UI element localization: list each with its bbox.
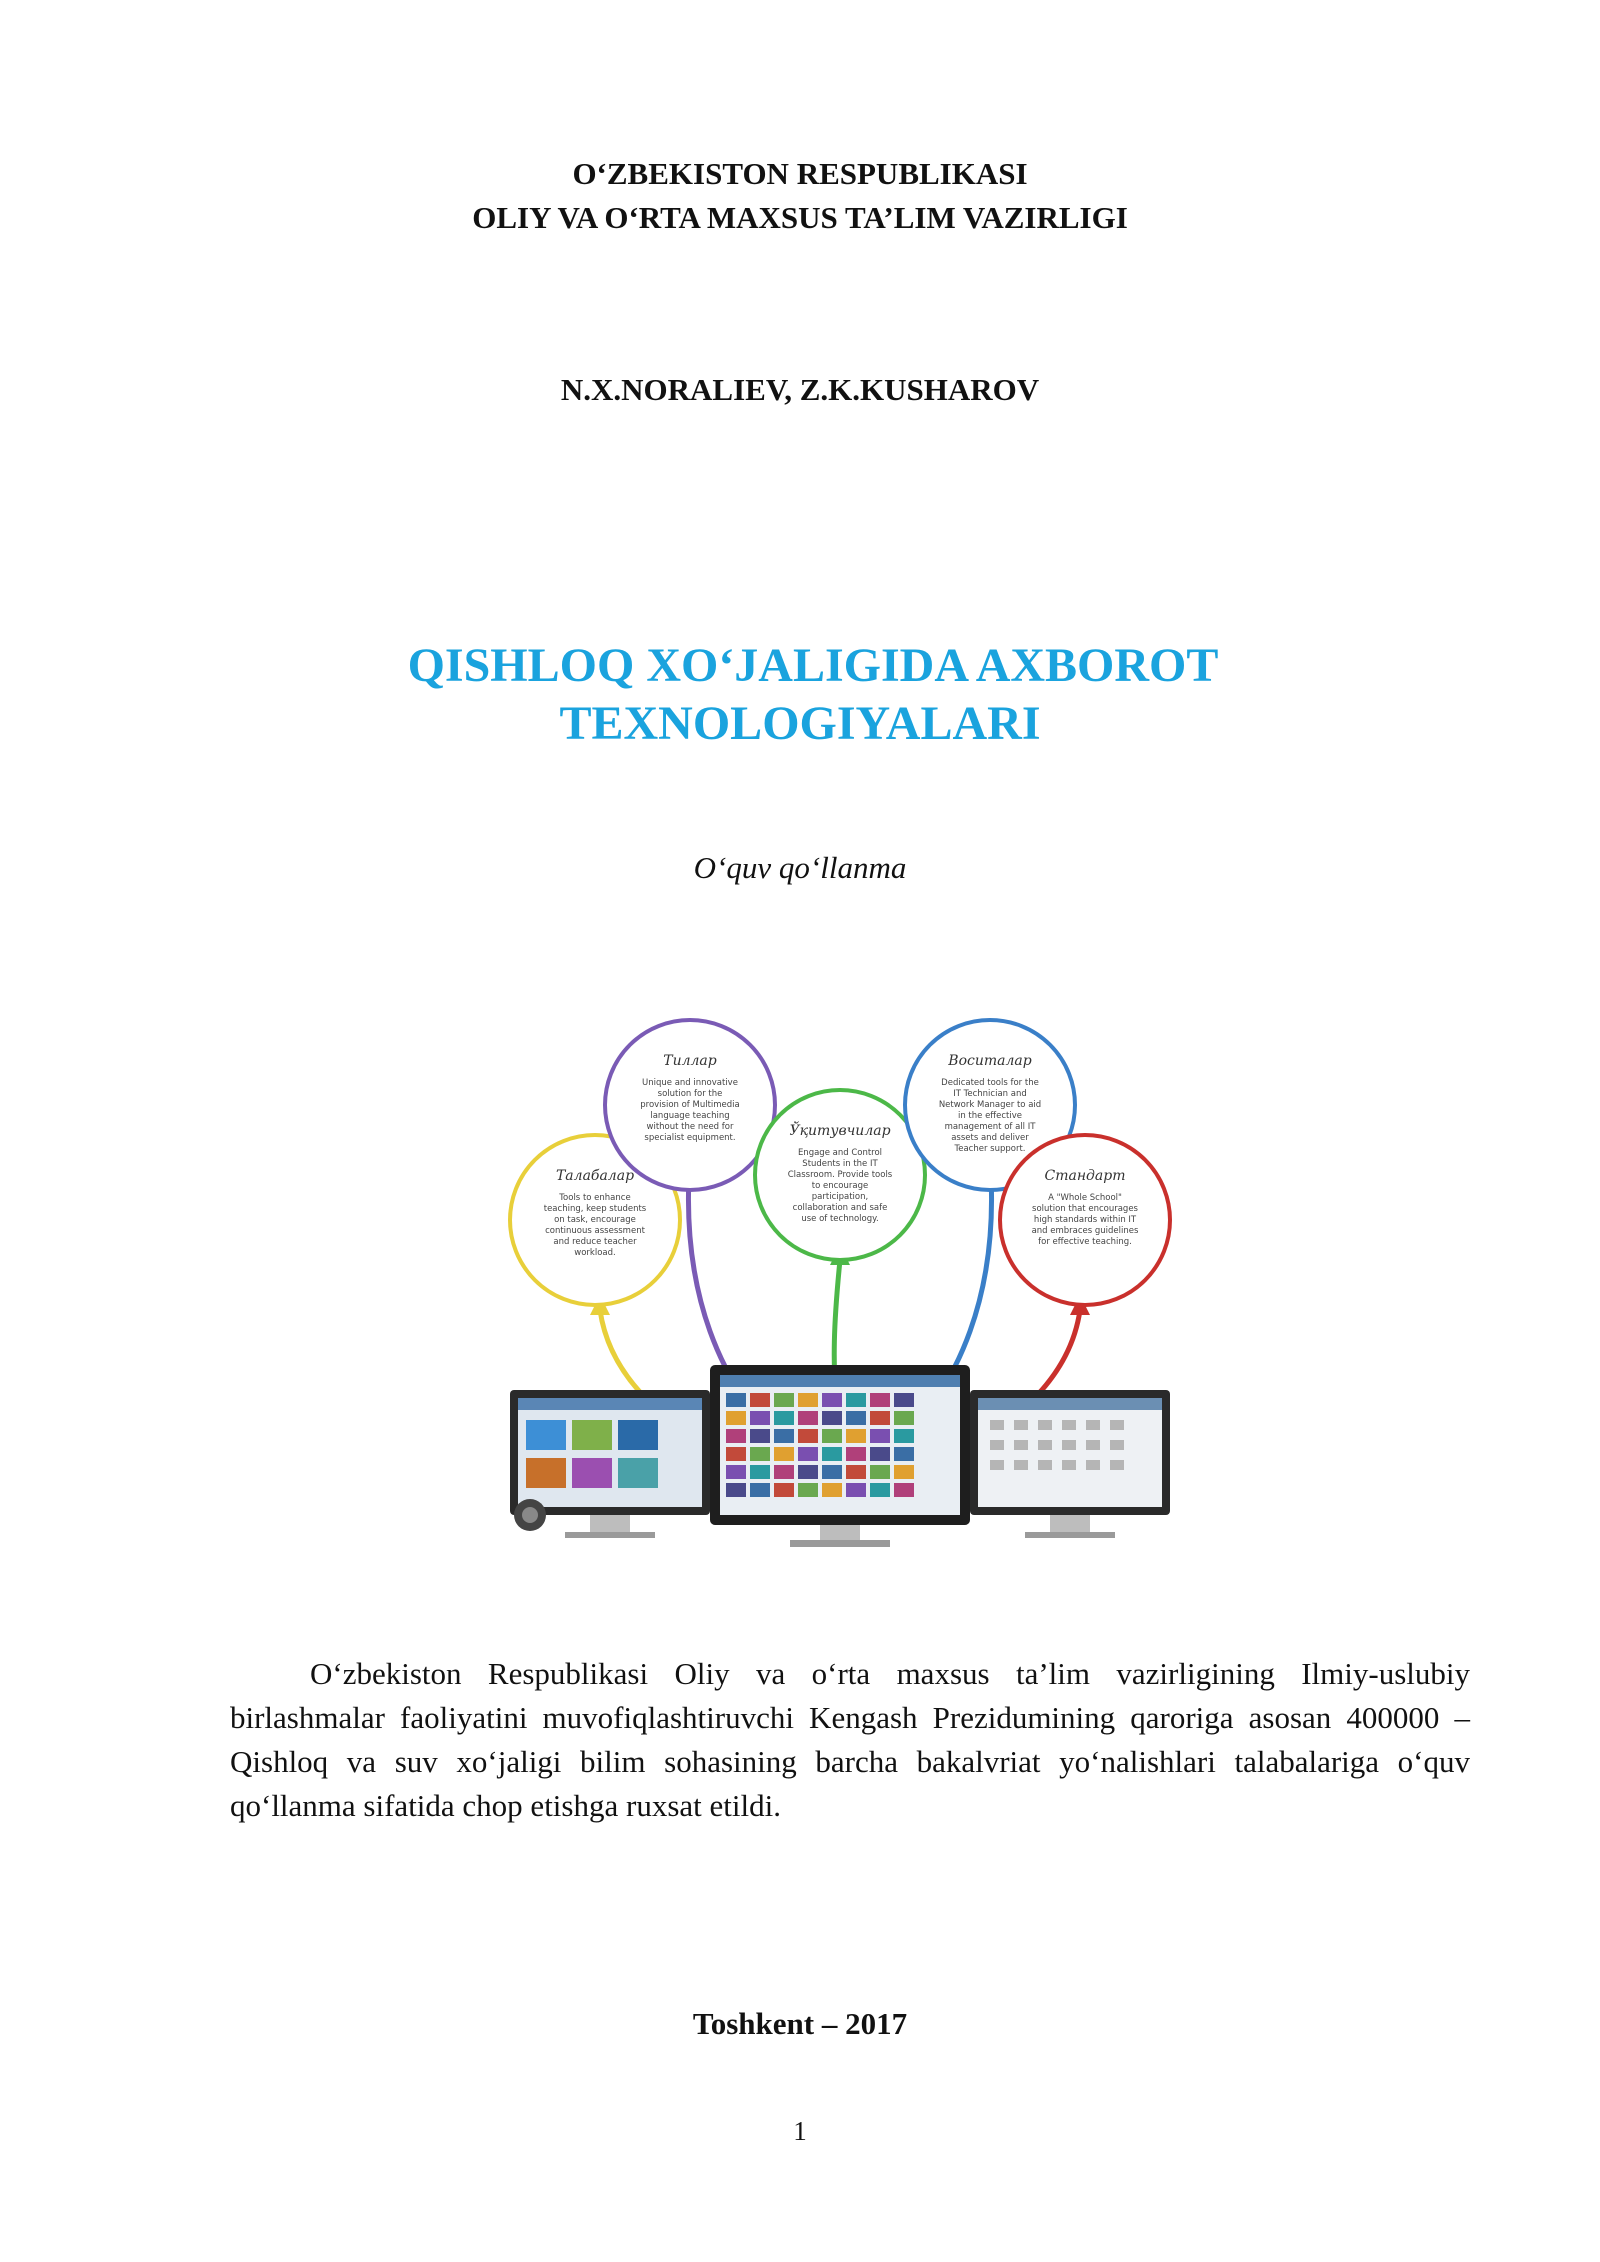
thumbnail <box>894 1411 914 1425</box>
authors: N.X.NORALIEV, Z.K.KUSHAROV <box>560 372 1040 407</box>
bubble-text-line: Dedicated tools for the <box>941 1078 1039 1088</box>
bubble-text-line: Unique and innovative <box>642 1078 738 1088</box>
bubble-text-line: to encourage <box>811 1181 869 1191</box>
thumbnail <box>750 1393 770 1407</box>
bubble-text-line: IT Technician and <box>953 1089 1027 1099</box>
thumbnail <box>894 1465 914 1479</box>
thumbnail <box>822 1483 842 1497</box>
bubble-text-line: collaboration and safe <box>792 1203 888 1213</box>
thumbnail <box>774 1429 794 1443</box>
thumbnail <box>798 1483 818 1497</box>
subtitle: O‘quv qo‘llanma <box>693 850 907 885</box>
thumbnail <box>894 1483 914 1497</box>
thumbnail <box>798 1411 818 1425</box>
thumbnail <box>726 1483 746 1497</box>
bubble-text-line: and embraces guidelines <box>1031 1226 1139 1236</box>
bubble-text-line: in the effective <box>957 1111 1023 1121</box>
thumbnail <box>798 1465 818 1479</box>
thumbnail <box>774 1465 794 1479</box>
thumbnail <box>750 1429 770 1443</box>
bubble-text-line: management of all IT <box>944 1122 1036 1132</box>
thumbnail <box>774 1447 794 1461</box>
bubble-text-line: continuous assessment <box>545 1226 645 1236</box>
thumbnail <box>846 1411 866 1425</box>
bubble-heading: Тиллар <box>663 1053 717 1069</box>
cover-illustration <box>490 1010 1190 1550</box>
thumbnail <box>726 1429 746 1443</box>
bubble-text-line: high standards within IT <box>1033 1215 1137 1225</box>
bubble-text-line: assets and deliver <box>951 1133 1029 1143</box>
thumbnail <box>822 1411 842 1425</box>
thumbnail <box>798 1429 818 1443</box>
approval-text: O‘zbekiston Respublikasi Oliy va o‘rta maxsus ta’lim vazirligining Ilmiy-uslubiy birlashmalar faoliyatini muvofiqlashtiruvchi Kengash Prezidumining qaroriga asosan 400000 – Qishloq va suv xo‘jaligi bilim sohasining barcha bakalvriat yo‘nalishlari talabalariga o‘quv qo‘llanma sifatida chop etishga ruxsat etildi. <box>230 1656 1470 1823</box>
thumbnail <box>822 1465 842 1479</box>
bubble-text-line: language teaching <box>650 1111 730 1121</box>
thumbnail <box>774 1411 794 1425</box>
thumbnail <box>846 1465 866 1479</box>
bubble-text-line: solution for the <box>657 1089 723 1099</box>
thumbnail <box>870 1429 890 1443</box>
bubble-text-line: teaching, keep students <box>543 1204 647 1214</box>
thumbnail <box>870 1465 890 1479</box>
thumbnail <box>822 1447 842 1461</box>
monitors <box>510 1365 1170 1547</box>
city-year: Toshkent – 2017 <box>692 2006 908 2041</box>
bubble-text-line: solution that encourages <box>1032 1204 1138 1214</box>
thumbnail <box>846 1393 866 1407</box>
thumbnail <box>798 1447 818 1461</box>
bubble-text-line: use of technology. <box>801 1214 879 1224</box>
bubble-2 <box>605 1020 775 1190</box>
thumbnail <box>798 1393 818 1407</box>
bubble-text-line: provision of Multimedia <box>640 1100 740 1110</box>
thumbnail <box>894 1393 914 1407</box>
thumbnail <box>750 1465 770 1479</box>
bubble-heading: Талабалар <box>555 1168 635 1184</box>
bubble-text-line: Engage and Control <box>797 1148 883 1158</box>
thumbnail <box>726 1411 746 1425</box>
bubble-heading: Ўқитувчилар <box>789 1123 891 1139</box>
book-title-line-2: TEXNOLOGIYALARI <box>559 697 1041 750</box>
bubble-text-line: Classroom. Provide tools <box>787 1170 893 1180</box>
page-number: 1 <box>793 2116 807 2146</box>
bubble-text-line: specialist equipment. <box>644 1133 736 1143</box>
thumbnail <box>726 1447 746 1461</box>
bubble-text-line: A "Whole School" <box>1048 1193 1122 1203</box>
thumbnail <box>822 1393 842 1407</box>
bubble-heading: Воситалар <box>948 1053 1032 1069</box>
thumbnail <box>870 1393 890 1407</box>
book-title-line-1: QISHLOQ XO‘JALIGIDA AXBOROT <box>407 639 1219 692</box>
bubble-text-line: Students in the IT <box>802 1159 878 1169</box>
bubble-text-line: on task, encourage <box>554 1215 636 1225</box>
thumbnail <box>774 1483 794 1497</box>
ministry-line-2: OLIY VA O‘RTA MAXSUS TA’LIM VAZIRLIGI <box>472 200 1128 235</box>
bubble-text-line: for effective teaching. <box>1038 1237 1132 1247</box>
thumbnail <box>750 1483 770 1497</box>
thumbnail <box>870 1447 890 1461</box>
thumbnail <box>750 1411 770 1425</box>
thumbnail <box>726 1393 746 1407</box>
thumbnail <box>846 1447 866 1461</box>
bubble-text-line: Tools to enhance <box>559 1193 631 1203</box>
bubble-text-line: Teacher support. <box>954 1144 1026 1154</box>
thumbnail <box>726 1465 746 1479</box>
bubble-text-line: and reduce teacher <box>553 1237 637 1247</box>
thumbnail <box>870 1483 890 1497</box>
bubble-5 <box>1000 1135 1170 1305</box>
bubble-text-line: without the need for <box>646 1122 734 1132</box>
thumbnail <box>894 1447 914 1461</box>
bubble-text-line: workload. <box>574 1248 616 1258</box>
bubble-text-line: Network Manager to aid <box>938 1100 1042 1110</box>
thumbnail <box>894 1429 914 1443</box>
thumbnail <box>822 1429 842 1443</box>
thumbnail <box>774 1393 794 1407</box>
ministry-line-1: O‘ZBEKISTON RESPUBLIKASI <box>572 156 1028 191</box>
bubble-3 <box>755 1090 925 1260</box>
thumbnail <box>846 1429 866 1443</box>
bubble-text-line: participation, <box>811 1192 869 1202</box>
thumbnail <box>846 1483 866 1497</box>
thumbnail <box>750 1447 770 1461</box>
thumbnail <box>870 1411 890 1425</box>
bubble-heading: Стандарт <box>1044 1168 1126 1184</box>
